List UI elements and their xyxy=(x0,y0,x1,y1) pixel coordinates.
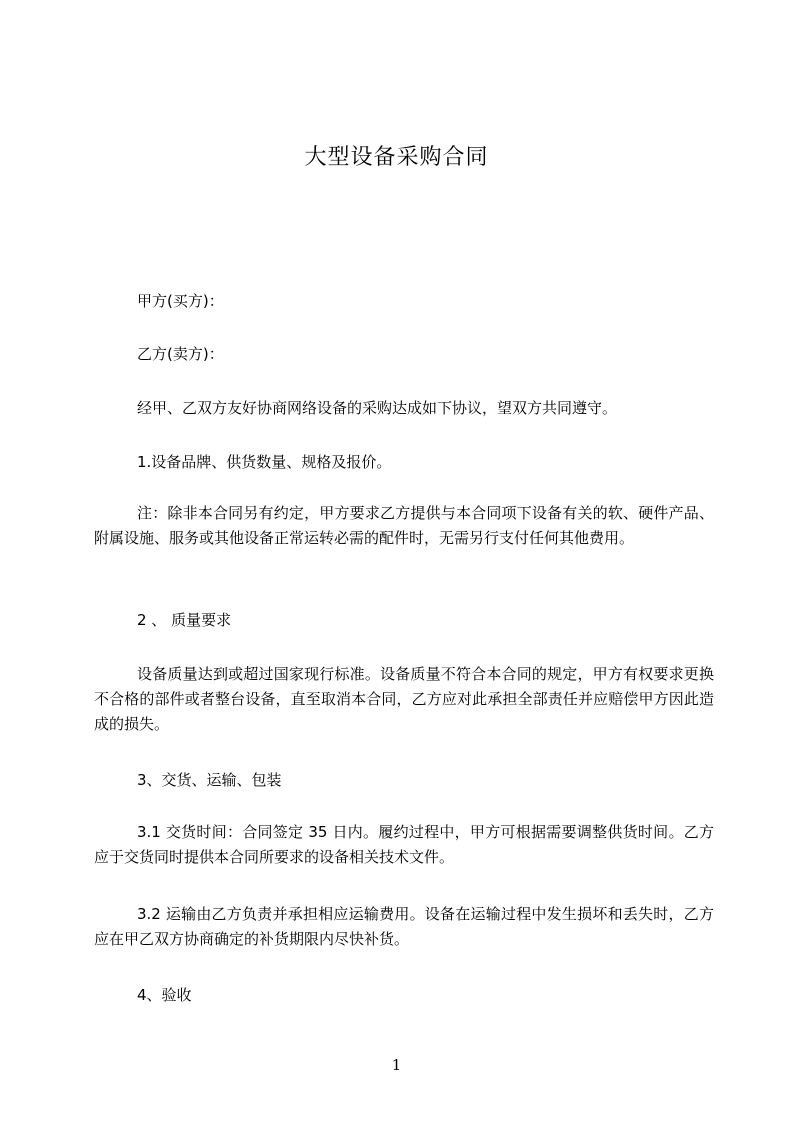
page-number: 1 xyxy=(391,1056,402,1074)
section-1-note: 注：除非本合同另有约定，甲方要求乙方提供与本合同项下设备有关的软、硬件产品、附属设施、服务或其他设备正常运转必需的配件时，无需另行支付任何其他费用。 xyxy=(94,504,714,547)
section-2-body: 设备质量达到或超过国家现行标准。设备质量不符合本合同的规定，甲方有权要求更换不合格的部件或者整台设备，直至取消本合同，乙方应对此承担全部责任并应赔偿甲方因此造成的损失。 xyxy=(94,665,714,733)
section-3-heading: 3、交货、运输、包装 xyxy=(137,771,282,789)
section-3-1-text: 3.1 交货时间：合同签定 35 日内。履约过程中，甲方可根据需要调整供货时间。乙方应于交货同时提供本合同所要求的设备相关技术文件。 xyxy=(94,823,714,866)
section-4-heading: 4、验收 xyxy=(137,986,192,1004)
party-a-label: 甲方(买方)： xyxy=(137,292,224,310)
section-1-heading: 1.设备品牌、供货数量、规格及报价。 xyxy=(137,453,392,471)
section-3-2-text: 3.2 运输由乙方负责并承担相应运输费用。设备在运输过程中发生损坏和丢失时，乙方应在甲乙双方协商确定的补货期限内尽快补货。 xyxy=(94,905,714,948)
section-2-heading: 2 、 质量要求 xyxy=(137,611,232,629)
party-b-label: 乙方(卖方)： xyxy=(137,345,224,363)
intro-text: 经甲、乙双方友好协商网络设备的采购达成如下协议，望双方共同遵守。 xyxy=(137,399,618,417)
contract-title: 大型设备采购合同 xyxy=(304,145,489,170)
